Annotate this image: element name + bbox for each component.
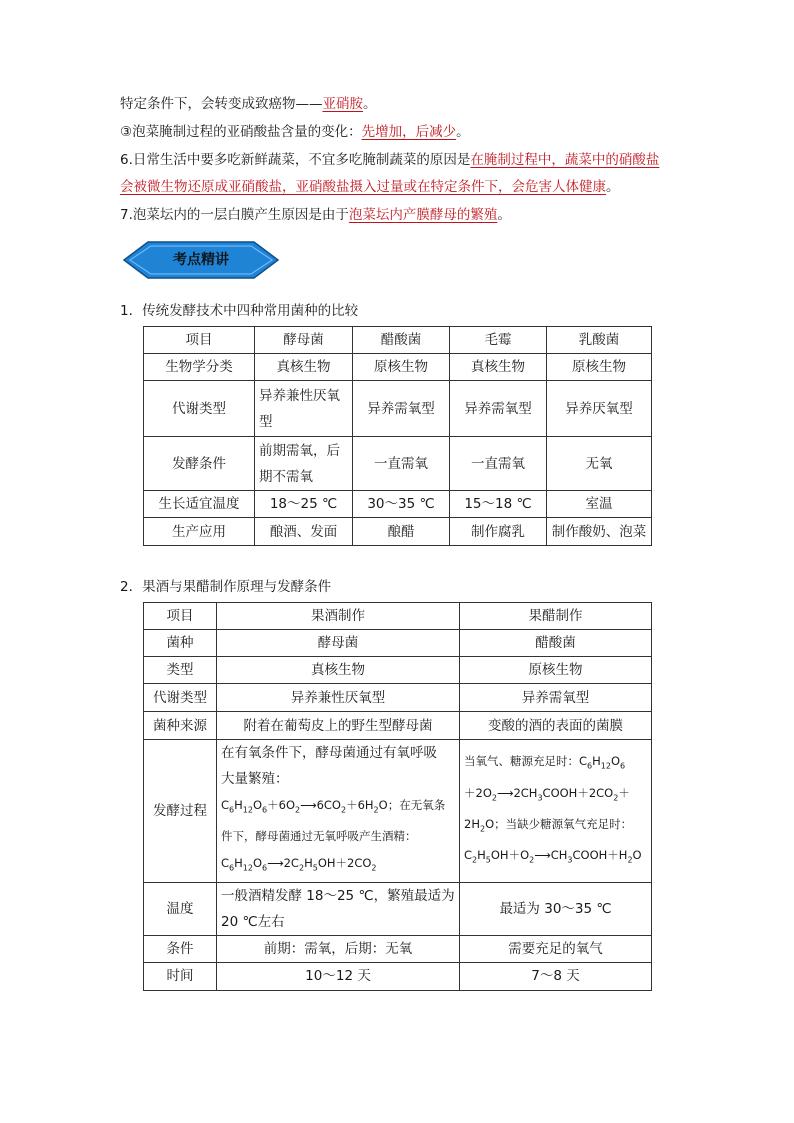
table-cell: 变酸的酒的表面的菌膜 [460, 712, 652, 740]
paragraph-3 [120, 148, 680, 173]
table-cell: 前期：需氧，后期：无氧 [217, 935, 460, 962]
p2-answer: 先增加，后减少 [361, 124, 457, 140]
paragraph-4 [120, 203, 680, 228]
row-label: 菌种 [144, 630, 217, 657]
vinegar-equation-line: $2H_2O$；当缺少糖源氧气充足时： [464, 816, 633, 834]
wine-temp-line: 20 ℃左右 [221, 913, 285, 930]
p3-answer-line1: 在腌制过程中，蔬菜中的硝酸盐 [470, 152, 660, 168]
table-cell-wine-temp [217, 882, 460, 935]
wine-equation-2: $C_6H_{12}O_6⟶2C_2H_5OH+2CO_2$ [221, 856, 377, 873]
row-label: 生长适宜温度 [144, 491, 255, 518]
table-cell: 酿醋 [353, 518, 450, 546]
table-row [144, 657, 652, 684]
table-cell: 最适为 30～35 ℃ [460, 882, 652, 935]
header-cell: 酵母菌 [255, 327, 353, 354]
table-row [144, 630, 652, 657]
row-label: 类型 [144, 657, 217, 684]
vinegar-equation-line: $C_2H_5OH+O_2⟶CH_3COOH+H_2O$ [464, 848, 642, 865]
table-cell: 10～12 天 [217, 962, 460, 990]
p1-text: 特定条件下，会转变成致癌物—— [120, 96, 323, 112]
table-cell: 异养需氧型 [450, 381, 547, 437]
table1-title: 1．传统发酵技术中四种常用菌种的比较 [120, 303, 359, 319]
table-row [144, 491, 652, 518]
row-label: 菌种来源 [144, 712, 217, 740]
wine-process-line: 大量繁殖： [221, 771, 289, 787]
header-cell: 毛霉 [450, 327, 547, 354]
table-cell: 室温 [547, 491, 652, 518]
table-cell: 一直需氧 [450, 437, 547, 491]
table-cell: 异养需氧型 [353, 381, 450, 437]
table-row [144, 381, 652, 437]
table-cell: 醋酸菌 [460, 630, 652, 657]
table-cell: 异养需氧型 [460, 684, 652, 712]
wine-process-line: 件下，酵母菌通过无氧呼吸产生酒精： [221, 829, 417, 844]
p4-end: 。 [497, 207, 511, 223]
table-cell: 制作酸奶、泡菜 [547, 518, 652, 546]
wine-temp-line: 一般酒精发酵 18～25 ℃，繁殖最适为 [221, 887, 455, 904]
table-cell: 原核生物 [460, 657, 652, 684]
p1-answer: 亚硝胺 [322, 96, 363, 112]
table-wine-vinegar [143, 602, 652, 991]
badge-label: 考点精讲 [173, 252, 229, 268]
p3-answer-line2: 会被微生物还原成亚硝酸盐，亚硝酸盐摄入过量或在特定条件下，会危害人体健康 [120, 179, 606, 195]
header-cell: 果酒制作 [217, 603, 460, 630]
table-row [144, 684, 652, 712]
table-row [144, 437, 652, 491]
table-cell: 制作腐乳 [450, 518, 547, 546]
table-row [144, 935, 652, 962]
table-cell: 酵母菌 [217, 630, 460, 657]
table-cell: 异养兼性厌氧型 [255, 381, 353, 437]
p3-text: 6.日常生活中要多吃新鲜蔬菜，不宜多吃腌制蔬菜的原因是 [120, 152, 471, 168]
table-row [144, 712, 652, 740]
wine-equation-1: $C_6H_{12}O_6+6O_2⟶6CO_2+6H_2O$；在无氧条 [221, 798, 446, 815]
row-label: 条件 [144, 935, 217, 962]
table-row [144, 962, 652, 990]
table-cell: 18～25 ℃ [255, 491, 353, 518]
table-cell: 一直需氧 [353, 437, 450, 491]
table2-title: 2．果酒与果醋制作原理与发酵条件 [120, 579, 332, 595]
table-cell: 30～35 ℃ [353, 491, 450, 518]
table-row [144, 603, 652, 630]
header-cell: 乳酸菌 [547, 327, 652, 354]
table-cell: 7～8 天 [460, 962, 652, 990]
table-cell: 前期需氧，后期不需氧 [255, 437, 353, 491]
table-cell: 需要充足的氧气 [460, 935, 652, 962]
table-cell: 原核生物 [353, 354, 450, 381]
table-cell-vinegar-process [460, 740, 652, 883]
row-label: 发酵条件 [144, 437, 255, 491]
p4-answer: 泡菜坛内产膜酵母的繁殖 [348, 207, 498, 223]
section-badge [122, 240, 280, 280]
row-label: 生产应用 [144, 518, 255, 546]
p1-end: 。 [363, 96, 377, 112]
row-label: 温度 [144, 882, 217, 935]
row-label: 发酵过程 [144, 740, 217, 883]
table-cell: 酿酒、发面 [255, 518, 353, 546]
wine-process-line: 在有氧条件下，酵母菌通过有氧呼吸 [221, 745, 437, 761]
p2-end: 。 [456, 124, 470, 140]
table-row [144, 518, 652, 546]
table-cell: 异养厌氧型 [547, 381, 652, 437]
table-cell-wine-process [217, 740, 460, 883]
p3-end: 。 [606, 179, 620, 195]
table-microbe-comparison [143, 326, 652, 546]
row-label: 代谢类型 [144, 381, 255, 437]
table-cell: 无氧 [547, 437, 652, 491]
paragraph-2 [120, 120, 680, 145]
paragraph-1 [120, 92, 680, 117]
vinegar-equation-line: $+2O_2⟶2CH_3COOH+2CO_2+$ [464, 785, 630, 802]
header-cell: 项目 [144, 603, 217, 630]
table-cell: 真核生物 [450, 354, 547, 381]
header-cell: 醋酸菌 [353, 327, 450, 354]
table-cell: 15～18 ℃ [450, 491, 547, 518]
row-label: 代谢类型 [144, 684, 217, 712]
p2-text: ③泡菜腌制过程的亚硝酸盐含量的变化： [120, 124, 362, 140]
header-cell: 果醋制作 [460, 603, 652, 630]
table-row [144, 740, 652, 883]
table-cell: 附着在葡萄皮上的野生型酵母菌 [217, 712, 460, 740]
table-cell: 真核生物 [255, 354, 353, 381]
table-cell: 真核生物 [217, 657, 460, 684]
table-cell: 原核生物 [547, 354, 652, 381]
table-row [144, 882, 652, 935]
vinegar-equation-line: 当氧气、糖源充足时：$C_6H_{12}O_6$ [464, 754, 626, 771]
table-cell: 异养兼性厌氧型 [217, 684, 460, 712]
paragraph-3-cont [120, 175, 680, 200]
p4-text: 7.泡菜坛内的一层白膜产生原因是由于 [120, 207, 349, 223]
row-label: 时间 [144, 962, 217, 990]
table-row [144, 327, 652, 354]
row-label: 生物学分类 [144, 354, 255, 381]
table-row [144, 354, 652, 381]
header-cell: 项目 [144, 327, 255, 354]
